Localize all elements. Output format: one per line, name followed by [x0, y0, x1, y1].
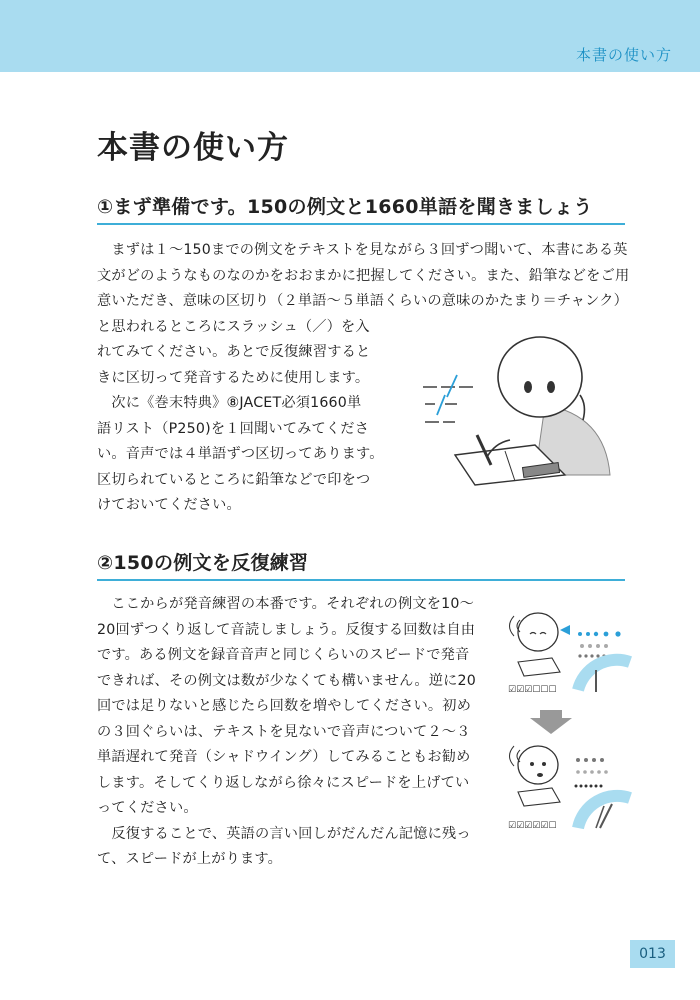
section2-line: 20回ずつくり返して音読しましょう。反復する回数は自由 [97, 621, 476, 638]
checkbox-row-bottom: ☑☑☑☑☑☐ [508, 821, 557, 831]
section2-line: ここからが発音練習の本番です。それぞれの例文を10～ [97, 596, 475, 612]
section1-line: まずは１～150までの例文をテキストを見ながら３回ずつ聞いて、本書にある英 [97, 242, 628, 258]
section1-line: きに区切って発音するために使用します。 [97, 369, 370, 386]
section2-line: 反復することで、英語の言い回しがだんだん記憶に残っ [97, 825, 471, 842]
running-head: 本書の使い方 [575, 46, 672, 64]
section1-line: れてみてください。あとで反復練習すると [97, 344, 371, 360]
slash-marks-icon [423, 375, 473, 422]
section1-line: 意いただき、意味の区切り（２単語～５単語くらいの意味のかたまり＝チャンク） [97, 293, 629, 309]
section1-line: 語リスト（P250)を１回聞いてみてくださ [97, 420, 370, 437]
section2-heading: ②150の例文を反復練習 [97, 548, 625, 581]
section2-line: ってください。 [97, 800, 198, 816]
section2-line: できれば、その例文は数が少なくても構いません。逆に20 [97, 672, 476, 689]
section2-line: です。ある例文を録音音声と同じくらいのスピードで発音 [97, 647, 470, 663]
speaking-character-bottom [510, 746, 561, 806]
section1-line: けておいてください。 [97, 497, 241, 513]
page-number: 013 [630, 940, 675, 968]
section2-line: 単語遅れて発音（シャドウイング）してみることもお勧め [97, 749, 471, 765]
section2-line: します。そしてくり返しながら徐々にスピードを上げてい [97, 774, 470, 791]
student-writing-illustration [415, 325, 615, 500]
section2-line: 回では足りないと感じたら回数を増やしてください。初め [97, 698, 472, 714]
section1-line: 文がどのようなものなのかをおおまかに把握してください。また、鉛筆などをご用 [97, 267, 630, 284]
section1-line: い。音声では４単語ずつ区切ってあります。 [97, 446, 384, 462]
section1-line: と思われるところにスラッシュ（／）を入 [97, 318, 370, 335]
listening-character-top [510, 613, 571, 676]
shadowing-practice-illustration [500, 600, 635, 840]
checkbox-row-top: ☑☑☑☐☐☐ [508, 685, 557, 695]
section2-body [97, 592, 476, 873]
gauge-needle-fast-icon [600, 804, 612, 828]
speed-gauge-bottom [578, 796, 630, 828]
section1-line: 区切られているところに鉛筆などで印をつ [97, 471, 371, 488]
down-arrow-icon [530, 710, 572, 734]
section2-line: て、スピードが上がります。 [97, 851, 283, 867]
sound-dots-bottom [575, 758, 608, 788]
section2-line: の３回ぐらいは、テキストを見ないで音声について２～３ [97, 723, 471, 740]
section1-heading: ①まず準備です。150の例文と1660単語を聞きましょう [97, 192, 625, 225]
section1-line: 次に《巻末特典》⑧JACET必須1660単 [97, 395, 362, 411]
page-title: 本書の使い方 [97, 130, 289, 166]
speed-gauge-top [578, 660, 630, 690]
